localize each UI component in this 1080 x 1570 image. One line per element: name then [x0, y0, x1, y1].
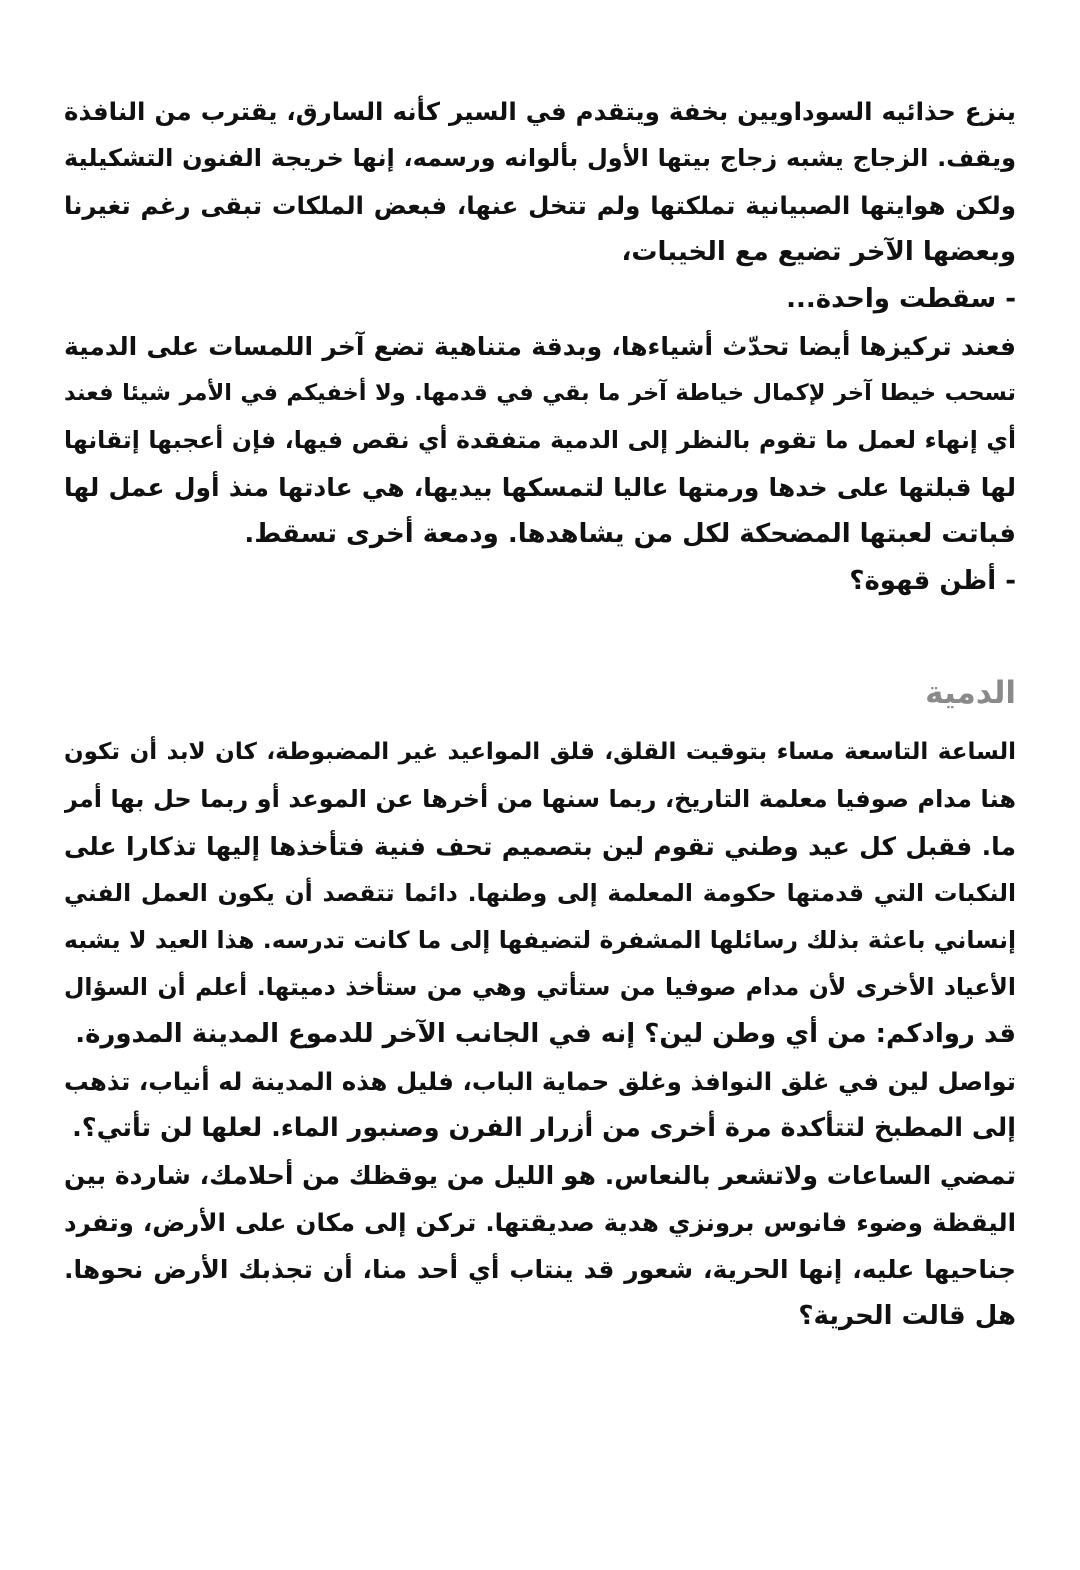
- paragraph-line: ينزع حذائيه السوداويين بخفة ويتقدم في السير كأنه السارق، يقترب من النافذة: [64, 97, 1016, 126]
- paragraph-line: قد روادكم: من أي وطن لين؟ إنه في الجانب الآخر للدموع المدينة المدورة.: [75, 1019, 1016, 1049]
- section-spacer: [64, 605, 1016, 663]
- paragraph-line: إنساني باعثة بذلك رسائلها المشفرة لتضيفها إلى ما كانت تدرسه. هذا العيد لا يشبه: [64, 926, 1016, 954]
- paragraph-line: فباتت لعبتها المضحكة لكل من يشاهدها. ودمعة أخرى تسقط.: [244, 519, 1016, 549]
- paragraph-line: الساعة التاسعة مساء بتوقيت القلق، قلق المواعيد غير المضبوطة، كان لابد أن تكون: [64, 739, 1016, 765]
- paragraph-line: وبعضها الآخر تضيع مع الخيبات،: [621, 237, 1016, 267]
- dialogue-line: - أظن قهوة؟: [849, 566, 1016, 596]
- section-1: [64, 88, 1016, 605]
- paragraph-line: الأعياد الأخرى لأن مدام صوفيا من ستأتي وهي من ستأخذ دميتها. أعلم أن السؤال: [64, 973, 1016, 1001]
- paragraph-line: أي إنهاء لعمل ما تقوم بالنظر إلى الدمية متفقدة أي نقص فيها، فإن أعجبها إتقانها: [64, 426, 1016, 454]
- dialogue-line: - سقطت واحدة...: [786, 284, 1016, 314]
- paragraph-line: هل قالت الحرية؟: [798, 1301, 1016, 1331]
- paragraph-line: هنا مدام صوفيا معلمة التاريخ، ربما سنها من أخرها عن الموعد أو ربما حل بها أمر: [64, 785, 1016, 813]
- paragraph-line: تمضي الساعات ولاتشعر بالنعاس. هو الليل من يوقظك من أحلامك، شاردة بين: [64, 1161, 1016, 1190]
- paragraph-line: تسحب خيطا آخر لإكمال خياطة آخر ما بقي في قدمها. ولا أخفيكم في الأمر شيئا فعند: [64, 380, 1016, 406]
- section-title: الدمية: [925, 675, 1016, 711]
- paragraph-line: ما. فقبل كل عيد وطني تقوم لين بتصميم تحف فنية فتأخذها إليها تذكارا على: [64, 832, 1016, 861]
- section-2: [64, 663, 1016, 1340]
- paragraph-line: تواصل لين في غلق النوافذ وغلق حماية الباب، فليل هذه المدينة له أنياب، تذهب: [64, 1067, 1016, 1096]
- paragraph-line: ويقف. الزجاج يشبه زجاج بيتها الأول بألوانه ورسمه، إنها خريجة الفنون التشكيلية: [64, 144, 1016, 172]
- paragraph-line: جناحيها عليه، إنها الحرية، شعور قد ينتاب أي أحد منا، أن تجذبك الأرض نحوها.: [64, 1255, 1016, 1284]
- paragraph-line: النكبات التي قدمتها حكومة المعلمة إلى وطنها. دائما تتقصد أن يكون العمل الفني: [64, 879, 1016, 907]
- document-page: [64, 88, 1016, 1340]
- paragraph-line: فعند تركيزها أيضا تحدّث أشياءها، وبدقة متناهية تضع آخر اللمسات على الدمية: [64, 332, 1016, 361]
- paragraph-line: إلى المطبخ لتتأكدة مرة أخرى من أزرار الفرن وصنبور الماء. لعلها لن تأتي؟.: [72, 1113, 1016, 1143]
- paragraph-line: اليقظة وضوء فانوس برونزي هدية صديقتها. تركن إلى مكان على الأرض، وتفرد: [64, 1208, 1016, 1237]
- paragraph-line: ولكن هوايتها الصبيانية تملكتها ولم تتخل عنها، فبعض الملكات تبقى رغم تغيرنا: [64, 191, 1016, 220]
- paragraph-line: لها قبلتها على خدها ورمتها عاليا لتمسكها بيديها، هي عادتها منذ أول عمل لها: [64, 473, 1016, 502]
